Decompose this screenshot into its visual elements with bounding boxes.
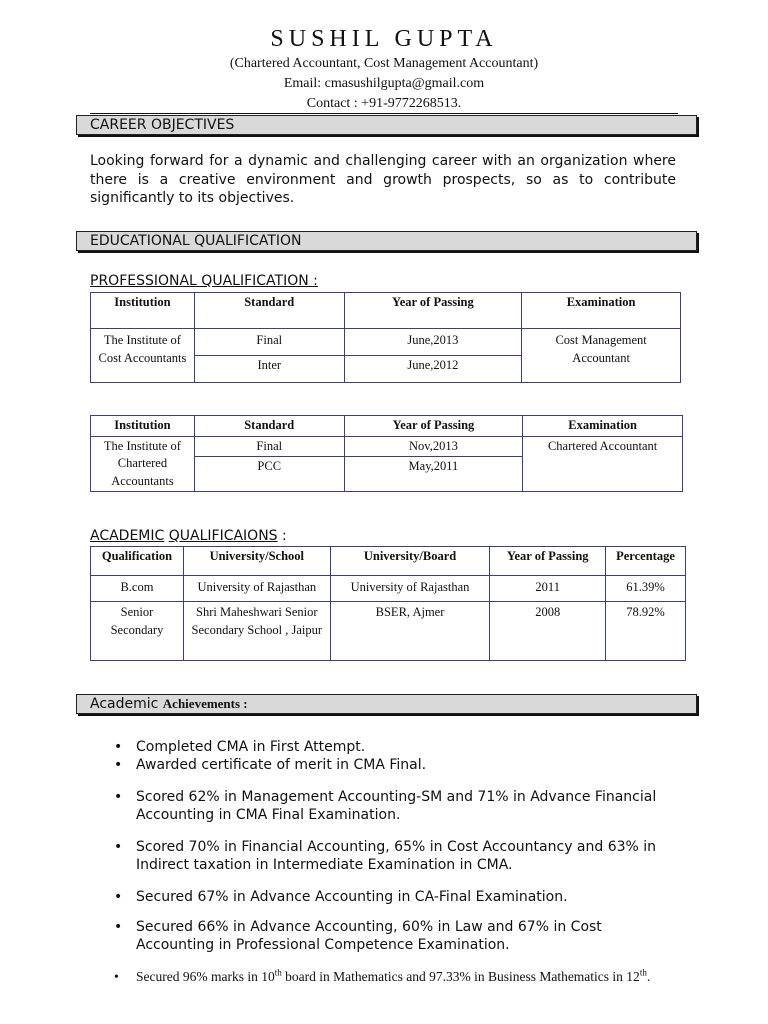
section-title: EDUCATIONAL QUALIFICATION: [90, 233, 302, 249]
table-header-row: [91, 293, 681, 329]
email: Email: cmasushilgupta@gmail.com: [283, 76, 485, 91]
standard-cell: Inter: [194, 356, 344, 383]
school-cell: Shri Maheshwari Senior Secondary School , Jaipur: [183, 602, 330, 661]
section-title: CAREER OBJECTIVES: [90, 117, 235, 133]
header-cell: Percentage: [606, 547, 686, 576]
designation: (Chartered Accountant, Cost Management Accountant): [229, 56, 539, 71]
header-cell: Standard: [194, 293, 344, 329]
header-cell: Year of Passing: [344, 293, 522, 329]
header-cell: University/Board: [330, 547, 490, 576]
section-title: Academic: [90, 696, 159, 712]
header-cell: Institution: [91, 293, 195, 329]
candidate-name: SUSHIL GUPTA: [270, 26, 498, 52]
qualification-cell: Senior Secondary: [91, 602, 184, 661]
institution-cell: The Institute of Cost Accountants: [91, 329, 195, 383]
list-item: • Secured 67% in Advance Accounting in CA-Final Examination.: [110, 888, 670, 906]
board-cell: BSER, Ajmer: [330, 602, 490, 661]
ca-qualification-table: [90, 415, 683, 492]
list-item: • Scored 70% in Financial Accounting, 65% in Cost Accountancy and 63% in Indirect taxation in Intermediate Examination in CMA.: [110, 838, 670, 874]
header-cell: Year of Passing: [344, 416, 523, 437]
qualification-cell: B.com: [91, 576, 184, 602]
board-cell: University of Rajasthan: [330, 576, 490, 602]
resume-header: [0, 24, 768, 114]
table-row: [91, 436, 683, 457]
standard-cell: Final: [194, 329, 344, 356]
header-cell: Standard: [194, 416, 344, 437]
list-item: • Awarded certificate of merit in CMA Final.: [110, 756, 670, 774]
standard-cell: Final: [194, 436, 344, 457]
table-header-row: [91, 547, 686, 576]
table-row: [91, 602, 686, 661]
list-item: • Scored 62% in Management Accounting-SM and 71% in Advance Financial Accounting in CMA Final Examination.: [110, 788, 670, 824]
header-cell: Institution: [91, 416, 195, 437]
year-cell: May,2011: [344, 457, 523, 492]
year-cell: 2008: [490, 602, 606, 661]
year-cell: June,2013: [344, 329, 522, 356]
section-educational-qualification: [76, 231, 697, 251]
header-cell: Examination: [522, 293, 681, 329]
professional-qualification-heading: PROFESSIONAL QUALIFICATION :: [90, 273, 318, 289]
school-cell: University of Rajasthan: [183, 576, 330, 602]
header-cell: Examination: [523, 416, 683, 437]
percentage-cell: 78.92%: [606, 602, 686, 661]
institution-cell: The Institute of Chartered Accountants: [91, 436, 195, 492]
list-item: • Secured 66% in Advance Accounting, 60% in Law and 67% in Cost Accounting in Professional Competence Examination.: [110, 918, 670, 954]
table-row: [91, 576, 686, 602]
standard-cell: PCC: [194, 457, 344, 492]
table-header-row: [91, 416, 683, 437]
academic-qualifications-heading: ACADEMIC QUALIFICAIONS :: [90, 528, 287, 544]
year-cell: Nov,2013: [344, 436, 523, 457]
header-divider: [90, 113, 678, 114]
section-career-objectives: [76, 115, 697, 135]
year-cell: 2011: [490, 576, 606, 602]
section-academic-achievements: [76, 694, 697, 714]
list-item: • Secured 96% marks in 10th board in Mathematics and 97.33% in Business Mathematics in 12th.: [110, 968, 670, 986]
header-cell: University/School: [183, 547, 330, 576]
academic-qualification-table: [90, 546, 686, 661]
cma-qualification-table: [90, 292, 681, 383]
table-row: [91, 329, 681, 356]
examination-cell: Chartered Accountant: [523, 436, 683, 492]
year-cell: June,2012: [344, 356, 522, 383]
list-item: • Completed CMA in First Attempt.: [110, 738, 670, 756]
header-cell: Qualification: [91, 547, 184, 576]
contact: Contact : +91-9772268513.: [306, 96, 462, 111]
section-title: Achievements :: [162, 696, 248, 711]
header-cell: Year of Passing: [490, 547, 606, 576]
career-objective-text: Looking forward for a dynamic and challenging career with an organization where there is a creative environment and growth prospects, so as to contribute significantly to its objectives.: [90, 153, 676, 206]
examination-cell: Cost Management Accountant: [522, 329, 681, 383]
achievements-list: [110, 738, 670, 986]
percentage-cell: 61.39%: [606, 576, 686, 602]
